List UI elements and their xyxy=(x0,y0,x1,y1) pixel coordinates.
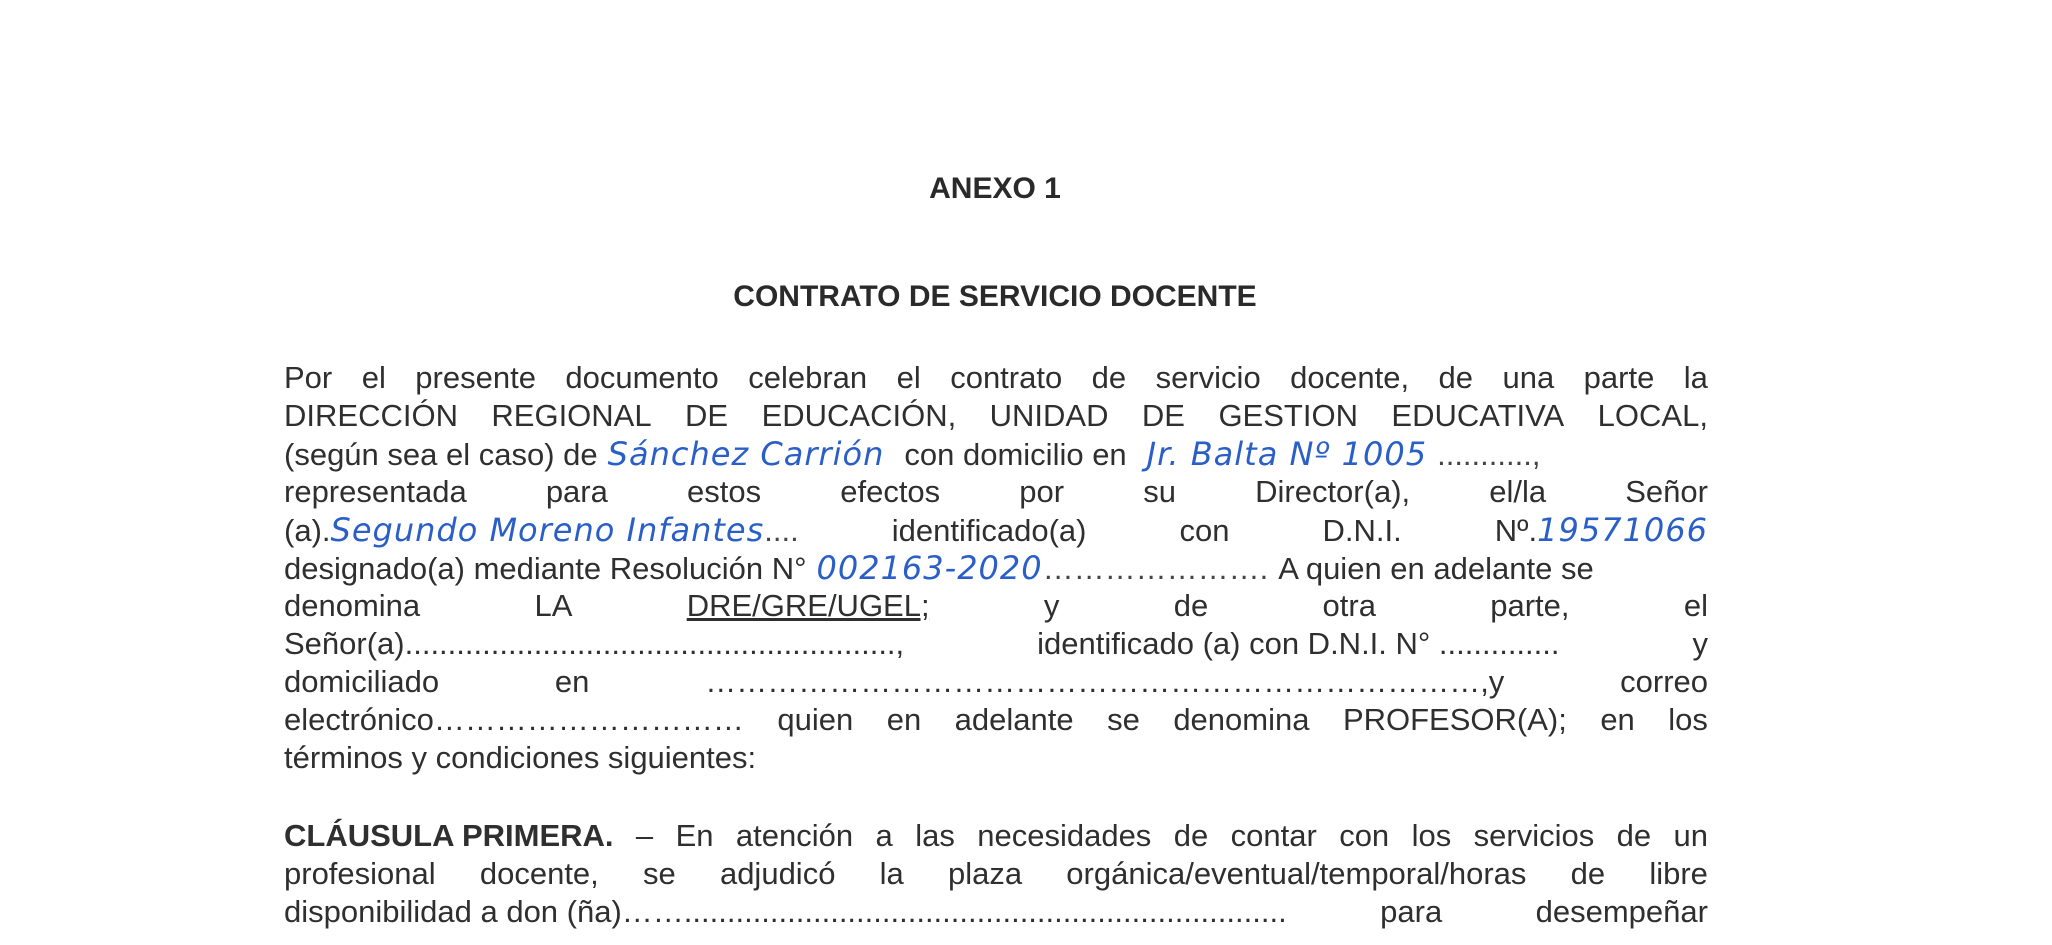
handwritten-director-dni: 19571066 xyxy=(1537,511,1708,549)
paragraph-1-line-10: electrónico………………………… quien en adelante se denomina PROFESOR(A); en los xyxy=(284,702,1708,737)
paragraph-1-line-5: (a).Segundo Moreno Infantes.... identificado(a) con D.N.I. Nº.19571066 xyxy=(284,511,1708,549)
handwritten-ugel-name: Sánchez Carrión xyxy=(607,435,885,473)
paragraph-1-line-1: Por el presente documento celebran el contrato de servicio docente, de una parte la xyxy=(284,360,1708,395)
ugel-underlined: DRE/GRE/UGEL; xyxy=(686,588,930,623)
paragraph-1-line-3: (según sea el caso) de Sánchez Carrión con domicilio en Jr. Balta Nº 1005 ..........., xyxy=(284,435,1541,473)
paragraph-1-line-9: domiciliado en …………………………………………………………………,y correo xyxy=(284,664,1708,699)
paragraph-2-line-3: disponibilidad a don (ña)……...................................................................... para desempeñar xyxy=(284,894,1708,929)
clause-heading: CLÁUSULA PRIMERA. xyxy=(284,818,614,853)
paragraph-1-line-4: representada para estos efectos por su Director(a), el/la Señor xyxy=(284,474,1708,509)
paragraph-1-line-11: términos y condiciones siguientes: xyxy=(284,740,757,775)
handwritten-resolution-number: 002163-2020 xyxy=(816,549,1043,587)
paragraph-1-line-7: denomina LA DRE/GRE/UGEL; y de otra parte, el xyxy=(284,588,1708,623)
paragraph-1-line-6: designado(a) mediante Resolución N° 002163-2020 …………………. A quien en adelante se xyxy=(284,549,1594,587)
annex-title: ANEXO 1 xyxy=(929,172,1061,205)
contract-title: CONTRATO DE SERVICIO DOCENTE xyxy=(733,280,1257,313)
paragraph-2-line-1: CLÁUSULA PRIMERA. – En atención a las necesidades de contar con los servicios de un xyxy=(284,818,1708,853)
paragraph-2-line-2: profesional docente, se adjudicó la plaza orgánica/eventual/temporal/horas de libre xyxy=(284,856,1708,891)
paragraph-1-line-8: Señor(a)........................................................., identificado (a) con D.N.I. N° .............. y xyxy=(284,626,1708,661)
handwritten-address: Jr. Balta Nº 1005 xyxy=(1146,435,1428,473)
paragraph-1-line-2: DIRECCIÓN REGIONAL DE EDUCACIÓN, UNIDAD DE GESTION EDUCATIVA LOCAL, xyxy=(284,398,1708,433)
handwritten-director-name: Segundo Moreno Infantes xyxy=(330,511,765,549)
